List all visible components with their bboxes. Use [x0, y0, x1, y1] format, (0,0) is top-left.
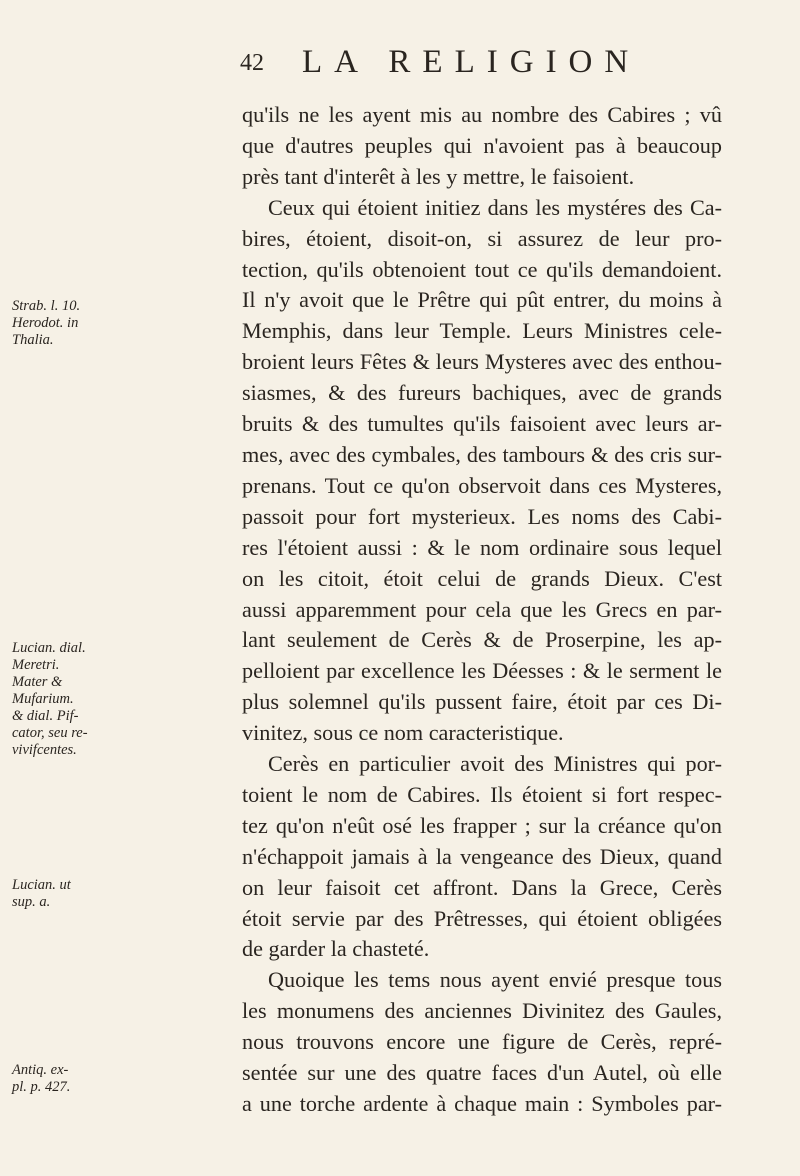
text-line: bruits & des tumultes qu'ils faisoient avec leurs ar- [242, 411, 722, 437]
text-line: a une torche ardente à chaque main : Symboles par- [242, 1091, 722, 1116]
text-line: Il n'y avoit que le Prêtre qui pût entrer, du moins à [242, 287, 722, 313]
text-line: siasmes, & des fureurs bachiques, avec de grands [242, 380, 722, 406]
text-line: étoit servie par des Prêtresses, qui étoient obligées [242, 905, 722, 931]
margin-note-strabo [12, 298, 80, 349]
text-line: Memphis, dans leur Temple. Leurs Ministres cele- [242, 318, 722, 344]
margin-note-line: Antiq. ex- [12, 1062, 69, 1078]
text-line: on leur faisoit cet affront. Dans la Grece, Cerès [242, 874, 722, 900]
text-line: pelloient par excellence les Déesses : & le serment le [242, 658, 722, 684]
margin-note-line: Herodot. in [12, 315, 79, 331]
margin-note-line: sup. a. [12, 894, 51, 910]
text-line: nous trouvons encore une figure de Cerès, repré- [242, 1029, 722, 1055]
margin-note-line: Mater & [12, 674, 63, 690]
page-number: 42 [240, 50, 264, 76]
text-line: vinitez, sous ce nom caracteristique. [242, 720, 564, 746]
text-line: tez qu'on n'eût osé les frapper ; sur la créance qu'on [242, 812, 722, 838]
text-line: on les citoit, étoit celui de grands Dieux. C'est [242, 565, 722, 591]
margin-note-line: Mufarium. [12, 691, 74, 707]
text-line: Ceux qui étoient initiez dans les mystéres des Ca- [268, 194, 722, 220]
text-line: tection, qu'ils obtenoient tout ce qu'ils demandoient. [242, 256, 722, 282]
page-header [240, 44, 720, 84]
margin-note-line: Strab. l. 10. [12, 298, 81, 314]
text-line: res l'étoient aussi : & le nom ordinaire sous lequel [242, 534, 722, 560]
text-line: les monumens des anciennes Divinitez des Gaules, [242, 998, 722, 1024]
text-line: Cerès en particulier avoit des Ministres qui por- [268, 751, 722, 777]
text-line: n'échappoit jamais à la vengeance des Dieux, quand [242, 843, 722, 869]
text-line: de garder la chasteté. [242, 936, 430, 962]
margin-note-antiq [12, 1062, 70, 1096]
margin-note-lucian-sup [12, 877, 71, 911]
text-line: plus solemnel qu'ils pussent faire, étoit par ces Di- [242, 689, 722, 715]
text-line: que d'autres peuples qui n'avoient pas à beaucoup [242, 132, 722, 158]
margin-note-line: cator, seu re- [12, 725, 88, 741]
margin-note-line: Lucian. ut [12, 877, 71, 893]
text-line: Quoique les tems nous ayent envié presque tous [268, 967, 722, 993]
text-line: toient le nom de Cabires. Ils étoient si fort respec- [242, 781, 722, 807]
running-title: LA RELIGION [302, 44, 641, 80]
margin-note-line: Lucian. dial. [12, 640, 86, 656]
text-line: lant seulement de Cerès & de Proserpine, les ap- [242, 627, 722, 653]
text-line: aussi apparemment pour cela que les Grecs en par- [242, 596, 722, 622]
text-line: qu'ils ne les ayent mis au nombre des Cabires ; vû [242, 102, 722, 127]
text-line: près tant d'interêt à les y mettre, le faisoient. [242, 163, 635, 189]
margin-note-lucian-dial [12, 640, 88, 759]
text-line: broient leurs Fêtes & leurs Mysteres avec des enthou- [242, 349, 722, 375]
margin-note-line: & dial. Pif- [12, 708, 79, 724]
margin-note-line: vivifcentes. [12, 742, 77, 758]
text-line: sentée sur une des quatre faces d'un Autel, où elle [242, 1060, 722, 1086]
margin-note-line: pl. p. 427. [12, 1079, 71, 1095]
text-line: passoit pour fort mysterieux. Les noms des Cabi- [242, 503, 722, 529]
text-line: prenans. Tout ce qu'on observoit dans ces Mysteres, [242, 472, 722, 498]
text-line: bires, étoient, disoit-on, si assurez de leur pro- [242, 225, 722, 251]
text-line: mes, avec des cymbales, des tambours & des cris sur- [242, 441, 722, 467]
margin-note-line: Thalia. [12, 332, 54, 348]
body-text [242, 100, 722, 1120]
margin-note-line: Meretri. [12, 657, 60, 673]
